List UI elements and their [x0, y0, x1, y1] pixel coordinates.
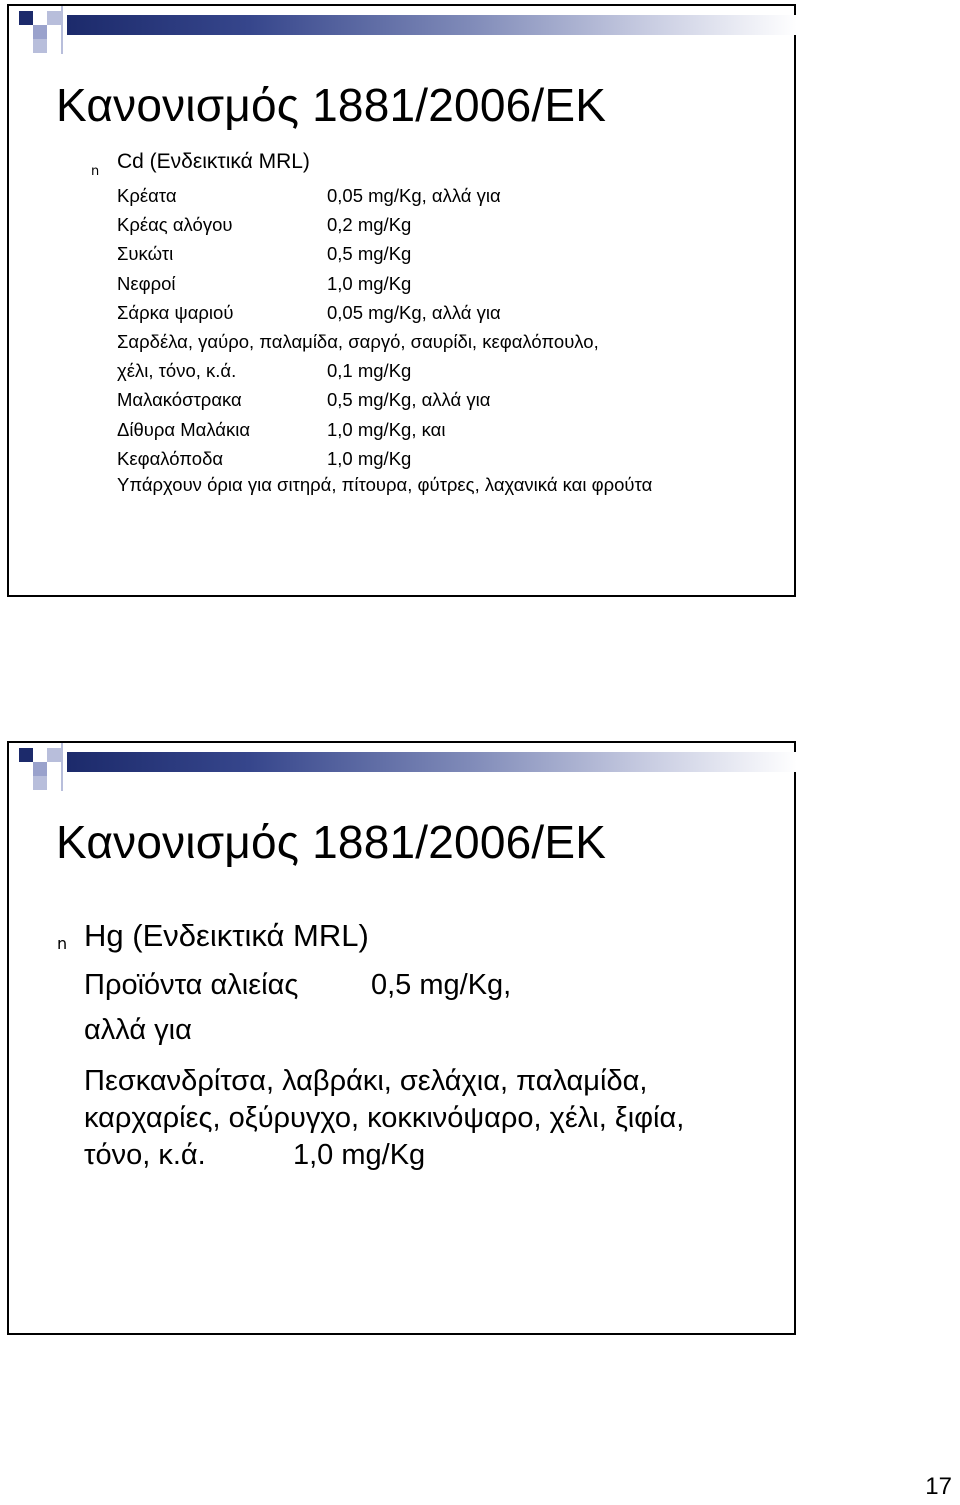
- bullet-icon: n: [57, 934, 68, 953]
- item-name: Κεφαλόποδα: [117, 447, 224, 469]
- deco-gradient-bar: [67, 752, 797, 772]
- item-value: 1,0 mg/Kg: [327, 272, 412, 294]
- item-value: 0,1 mg/Kg: [327, 360, 412, 382]
- fishery-products-line: [84, 969, 512, 1002]
- item-value: 0,2 mg/Kg: [327, 214, 412, 236]
- item-name: Δίθυρα Μαλάκια: [117, 418, 251, 440]
- deco-square: [33, 776, 47, 790]
- item-name: Μαλακόστρακα: [117, 389, 242, 411]
- item-name: Σάρκα ψαριού: [117, 301, 234, 323]
- item-value: 1,0 mg/Kg: [327, 447, 412, 469]
- item-name: χέλι, τόνο, κ.ά.: [117, 360, 237, 382]
- deco-square: [47, 748, 61, 762]
- item-name: Σαρδέλα, γαύρο, παλαμίδα, σαργό, σαυρίδι, κεφαλόπουλο,: [117, 330, 599, 352]
- deco-gradient-bar: [67, 15, 797, 35]
- exception-intro: αλλά για: [84, 1014, 192, 1046]
- bullet-heading: Hg (Ενδεικτικά MRL): [84, 918, 369, 953]
- deco-line: [61, 743, 63, 791]
- species-paragraph: [84, 1063, 784, 1174]
- slide-title: Κανονισμός 1881/2006/ΕΚ: [56, 79, 607, 131]
- item-name: τόνο, κ.ά.: [84, 1139, 206, 1171]
- deco-square: [33, 25, 47, 39]
- item-value: 0,05 mg/Kg, αλλά για: [327, 185, 501, 206]
- note-text: Υπάρχουν όρια για σιτηρά, πίτουρα, φύτρες, λαχανικά και φρούτα: [117, 474, 653, 495]
- item-name: Κρέας αλόγου: [117, 214, 233, 236]
- deco-square: [19, 11, 33, 25]
- item-value: 0,5 mg/Kg,: [371, 969, 512, 1001]
- slide-1: [7, 4, 796, 597]
- slide-title: Κανονισμός 1881/2006/ΕΚ: [56, 816, 607, 868]
- item-value: 0,5 mg/Kg: [327, 243, 412, 265]
- species-line: καρχαρίες, οξύρυγχο, κοκκινόψαρο, χέλι, ξιφία,: [84, 1102, 685, 1134]
- bullet-heading: Cd (Ενδεικτικά MRL): [117, 150, 310, 173]
- species-line: [84, 1137, 784, 1174]
- slide-2: [7, 741, 796, 1335]
- deco-square: [33, 39, 47, 53]
- item-name: Συκώτι: [117, 243, 174, 265]
- item-value: 0,05 mg/Kg, αλλά για: [327, 301, 501, 323]
- item-value: 0,5 mg/Kg, αλλά για: [327, 389, 491, 411]
- bullet-icon: n: [91, 164, 100, 179]
- deco-line: [61, 6, 63, 54]
- item-name: Προϊόντα αλιείας: [84, 969, 299, 1001]
- item-value: 1,0 mg/Kg, και: [327, 418, 446, 440]
- item-name: Νεφροί: [117, 272, 176, 294]
- page-number: 17: [925, 1473, 952, 1500]
- deco-square: [33, 762, 47, 776]
- slide-decoration: [9, 6, 798, 58]
- item-value: 1,0 mg/Kg: [293, 1139, 426, 1171]
- species-line: Πεσκανδρίτσα, λαβράκι, σελάχια, παλαμίδα,: [84, 1065, 648, 1097]
- deco-square: [19, 748, 33, 762]
- item-name: Κρέατα: [117, 185, 177, 206]
- slide-decoration: [9, 743, 798, 795]
- deco-square: [47, 11, 61, 25]
